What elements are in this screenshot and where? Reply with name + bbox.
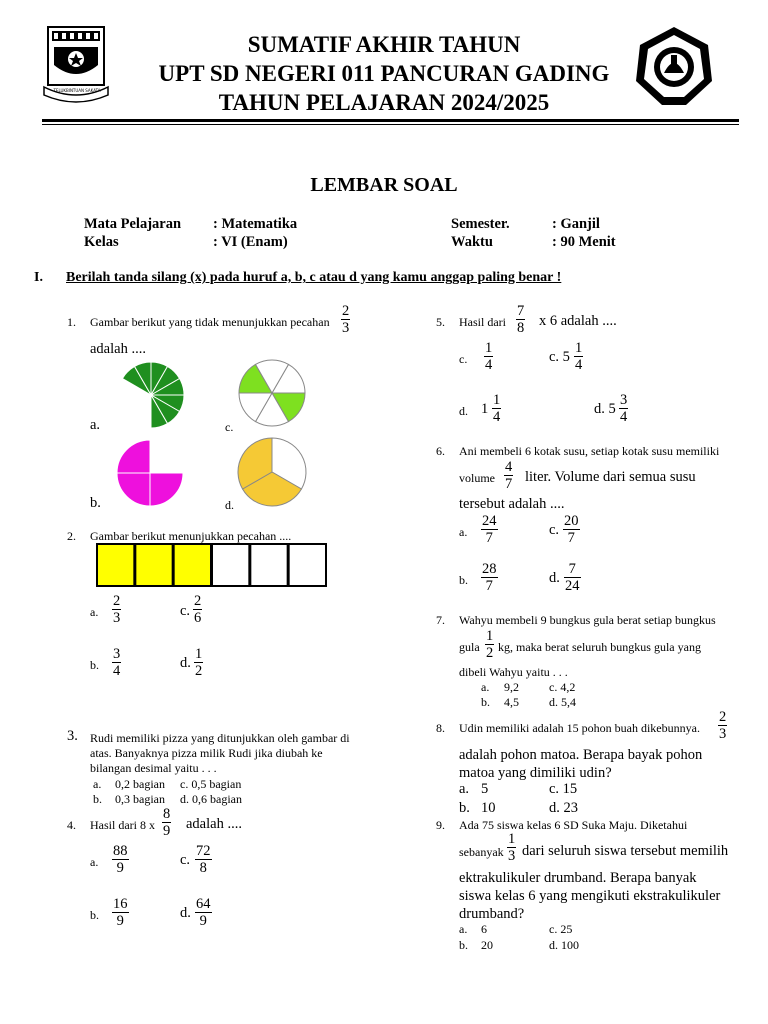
q9-line-3: ektrakulikuler drumband. Berapa banyak <box>459 870 697 886</box>
q6-option-a-label[interactable]: a. <box>459 525 468 539</box>
subject-value: : Matematika <box>213 216 298 232</box>
fraction-box <box>174 544 211 586</box>
q8-fraction <box>718 709 727 742</box>
frac-num: 2 <box>719 709 727 725</box>
q7-option-b[interactable]: 4,5 <box>504 695 519 709</box>
q2-option-d-fraction[interactable] <box>194 646 203 679</box>
q9-option-b[interactable]: 20 <box>481 938 493 952</box>
frac-num: 1 <box>195 646 203 662</box>
q7-text-2: kg, maka berat seluruh bungkus gula yang <box>498 640 701 654</box>
time-value: : 90 Menit <box>552 234 616 250</box>
q4-number: 4. <box>67 818 76 832</box>
q5-option-c-label[interactable]: c. <box>459 352 468 366</box>
pie-slice <box>117 440 150 473</box>
frac-den: 3 <box>113 610 121 626</box>
q1-frac-den: 3 <box>342 320 350 336</box>
q2-option-a-label[interactable]: a. <box>90 605 99 619</box>
q2-option-c-fraction[interactable] <box>193 593 202 626</box>
header-rule-thick <box>42 119 739 122</box>
q4-fraction <box>162 806 171 839</box>
q3-line-3: bilangan desimal yaitu . . . <box>90 761 217 775</box>
q1-figure-d <box>236 436 308 508</box>
frac-den: 4 <box>113 663 121 679</box>
q6-option-b-fraction[interactable] <box>481 561 498 594</box>
header-line-2: UPT SD NEGERI 011 PANCURAN GADING <box>158 61 610 86</box>
class-label: Kelas <box>84 234 119 250</box>
q2-option-a-fraction[interactable] <box>112 593 121 626</box>
q5-text: Hasil dari <box>459 315 506 329</box>
q4-option-a-fraction[interactable] <box>112 843 129 876</box>
section-number: I. <box>34 270 43 285</box>
q5-option-c2-fraction[interactable] <box>574 340 583 373</box>
q5-fraction <box>516 303 525 336</box>
q2-option-d-label[interactable]: d. <box>180 655 191 671</box>
q1-figure-a <box>116 360 186 430</box>
q5-option-d2-fraction[interactable] <box>619 392 628 425</box>
q4-option-c-fraction[interactable] <box>195 843 212 876</box>
q3-option-a-label[interactable]: a. <box>93 777 102 791</box>
frac-num: 88 <box>113 843 128 859</box>
frac-den: 9 <box>112 859 129 876</box>
frac-den: 4 <box>493 409 501 425</box>
q4-option-b-label[interactable]: b. <box>90 908 99 922</box>
q7-option-a-label[interactable]: a. <box>481 680 490 694</box>
frac-num: 64 <box>196 896 211 912</box>
frac-num: 2 <box>194 593 202 609</box>
q4-option-a-label[interactable]: a. <box>90 855 99 869</box>
q5-option-d-fraction[interactable] <box>492 392 501 425</box>
q6-option-d-label[interactable]: d. <box>549 570 560 586</box>
q9-option-c[interactable]: c. 25 <box>549 922 573 936</box>
q1-text: Gambar berikut yang tidak menunjukkan pecahan <box>90 315 330 329</box>
frac-den: 8 <box>517 320 525 336</box>
q5-option-d-whole[interactable]: 1 <box>481 401 489 417</box>
q8-option-d[interactable]: d. 23 <box>549 800 578 816</box>
q9-line-5: drumband? <box>459 906 525 922</box>
q6-vol: volume <box>459 471 495 485</box>
q3-option-d[interactable]: d. 0,6 bagian <box>180 792 242 806</box>
q6-option-a-fraction[interactable] <box>481 513 498 546</box>
q9-option-a[interactable]: 6 <box>481 922 487 936</box>
q1-option-a[interactable]: a. <box>90 417 101 433</box>
q5-option-d2-label[interactable]: d. 5 <box>594 401 616 417</box>
q7-option-b-label[interactable]: b. <box>481 695 490 709</box>
q5-text-2: x 6 adalah .... <box>539 313 617 329</box>
frac-num: 20 <box>564 513 579 529</box>
fraction-box <box>97 544 134 586</box>
q8-option-c[interactable]: c. 15 <box>549 781 578 797</box>
q7-line-3: dibeli Wahyu yaitu . . . <box>459 665 568 679</box>
q9-text-2: dari seluruh siswa tersebut memilih <box>522 843 729 859</box>
q8-number: 8. <box>436 721 445 735</box>
frac-num: 16 <box>113 896 128 912</box>
q2-option-b-fraction[interactable] <box>112 646 121 679</box>
q3-line-1: Rudi memiliki pizza yang ditunjukkan oleh gambar di <box>90 731 350 745</box>
q6-option-d-fraction[interactable] <box>564 561 581 594</box>
q9-line-1: Ada 75 siswa kelas 6 SD Suka Maju. Diketahui <box>459 818 688 832</box>
semester-label: Semester. <box>451 216 510 232</box>
frac-num: 2 <box>113 593 121 609</box>
q1-fraction <box>341 303 350 336</box>
frac-den: 2 <box>195 663 203 679</box>
frac-num: 24 <box>482 513 497 529</box>
subject-label: Mata Pelajaran <box>84 216 182 232</box>
q1-frac-num: 2 <box>342 303 350 319</box>
frac-num: 1 <box>485 340 493 356</box>
q6-fraction <box>504 459 513 492</box>
q1-option-d[interactable]: d. <box>225 498 234 512</box>
fraction-box <box>289 544 326 586</box>
section-instruction: Berilah tanda silang (x) pada huruf a, b, c atau d yang kamu anggap paling benar ! <box>66 270 562 285</box>
frac-den: 7 <box>481 529 498 546</box>
frac-den: 4 <box>485 357 493 373</box>
q1-option-c[interactable]: c. <box>225 420 234 434</box>
q3-option-c[interactable]: c. 0,5 bagian <box>180 777 242 791</box>
q8-line-2: adalah pohon matoa. Berapa bayak pohon <box>459 747 703 763</box>
class-value: : VI (Enam) <box>213 234 288 250</box>
fraction-box <box>212 544 249 586</box>
q7-option-c[interactable]: c. 4,2 <box>549 680 576 694</box>
frac-den: 4 <box>575 357 583 373</box>
frac-num: 1 <box>508 831 516 847</box>
q7-gula: gula <box>459 640 480 654</box>
frac-den: 9 <box>112 912 129 929</box>
pie-slice <box>117 473 150 506</box>
header-line-1: SUMATIF AKHIR TAHUN <box>247 32 521 57</box>
header-rule-thin <box>42 124 739 125</box>
pie-slice <box>150 440 183 473</box>
q9-sebanyak: sebanyak <box>459 845 504 859</box>
semester-value: : Ganjil <box>552 216 600 232</box>
q1-text-2: adalah .... <box>90 341 146 357</box>
header-line-3: TAHUN PELAJARAN 2024/2025 <box>218 90 550 115</box>
q4-option-d-fraction[interactable] <box>195 896 212 929</box>
frac-num: 7 <box>517 303 525 319</box>
frac-num: 4 <box>505 459 513 475</box>
frac-den: 4 <box>620 409 628 425</box>
q3-option-b[interactable]: 0,3 bagian <box>115 792 165 806</box>
q4-text-2: adalah .... <box>186 816 242 832</box>
frac-den: 2 <box>486 645 494 661</box>
q6-text-2: liter. Volume dari semua susu <box>525 469 696 485</box>
q9-fraction <box>507 831 516 864</box>
q5-number: 5. <box>436 315 445 329</box>
frac-num: 1 <box>493 392 501 408</box>
q8-option-b[interactable]: 10 <box>481 800 496 816</box>
q5-option-c-fraction[interactable] <box>484 340 493 373</box>
q1-figure-b <box>115 438 185 508</box>
q9-option-d[interactable]: d. 100 <box>549 938 579 952</box>
frac-num: 1 <box>575 340 583 356</box>
frac-den: 7 <box>563 529 580 546</box>
q9-option-b-label[interactable]: b. <box>459 938 468 952</box>
q7-number: 7. <box>436 613 445 627</box>
q4-option-d-label[interactable]: d. <box>180 905 191 921</box>
q8-option-b-label[interactable]: b. <box>459 800 470 816</box>
q8-text: Udin memiliki adalah 15 pohon buah dikebunnya. <box>459 721 700 735</box>
q4-option-c-label[interactable]: c. <box>180 852 191 868</box>
frac-den: 6 <box>194 610 202 626</box>
q7-fraction <box>485 628 494 661</box>
frac-den: 3 <box>719 726 727 742</box>
q1-figure-c <box>237 358 307 428</box>
q2-number: 2. <box>67 529 76 543</box>
q6-option-c-fraction[interactable] <box>563 513 580 546</box>
q6-number: 6. <box>436 444 445 458</box>
q3-option-b-label[interactable]: b. <box>93 792 102 806</box>
frac-num: 3 <box>113 646 121 662</box>
q7-line-1: Wahyu membeli 9 bungkus gula berat setiap bungkus <box>459 613 716 627</box>
q6-line-3: tersebut adalah .... <box>459 496 565 512</box>
q4-option-b-fraction[interactable] <box>112 896 129 929</box>
fraction-box <box>135 544 172 586</box>
q8-line-3: matoa yang dimiliki udin? <box>459 765 612 781</box>
pie-slice <box>150 473 183 506</box>
page-title: LEMBAR SOAL <box>310 174 458 196</box>
q2-option-c-label[interactable]: c. <box>180 603 191 619</box>
q2-option-b-label[interactable]: b. <box>90 658 99 672</box>
q1-option-b[interactable]: b. <box>90 495 101 511</box>
frac-den: 7 <box>481 577 498 594</box>
q8-option-a[interactable]: 5 <box>481 781 489 797</box>
q9-option-a-label[interactable]: a. <box>459 922 468 936</box>
q3-option-a[interactable]: 0,2 bagian <box>115 777 165 791</box>
frac-num: 1 <box>486 628 494 644</box>
q7-option-d[interactable]: d. 5,4 <box>549 695 576 709</box>
q6-line-1: Ani membeli 6 kotak susu, setiap kotak susu memiliki <box>459 444 720 458</box>
frac-den: 9 <box>163 823 171 839</box>
frac-num: 28 <box>482 561 497 577</box>
frac-den: 9 <box>195 912 212 929</box>
frac-den: 24 <box>565 578 580 594</box>
fraction-box <box>250 544 287 586</box>
time-label: Waktu <box>451 234 493 250</box>
q9-line-4: siswa kelas 6 yang mengikuti ekstrakulikuler <box>459 888 721 904</box>
q1-number: 1. <box>67 315 76 329</box>
q3-number: 3. <box>67 728 78 744</box>
q6-option-b-label[interactable]: b. <box>459 573 468 587</box>
q9-number: 9. <box>436 818 445 832</box>
q6-option-c-label[interactable]: c. <box>549 522 560 538</box>
q8-option-a-label[interactable]: a. <box>459 781 470 797</box>
q5-option-c2-label[interactable]: c. 5 <box>549 349 570 365</box>
school-logo-caption: TELUKBINTUAN SAKATA <box>53 88 101 93</box>
q2-text: Gambar berikut menunjukkan pecahan .... <box>90 529 292 543</box>
frac-den: 8 <box>195 859 212 876</box>
q5-option-d-label[interactable]: d. <box>459 404 468 418</box>
frac-num: 8 <box>163 806 171 822</box>
frac-den: 3 <box>508 848 516 864</box>
q7-option-a[interactable]: 9,2 <box>504 680 519 694</box>
q2-figure-boxes <box>96 543 328 587</box>
frac-num: 3 <box>620 392 628 408</box>
q3-line-2: atas. Banyaknya pizza milik Rudi jika diubah ke <box>90 746 323 760</box>
frac-num: 7 <box>568 561 576 577</box>
q4-text: Hasil dari 8 x <box>90 818 155 832</box>
frac-den: 7 <box>505 476 513 492</box>
frac-num: 72 <box>196 843 211 859</box>
